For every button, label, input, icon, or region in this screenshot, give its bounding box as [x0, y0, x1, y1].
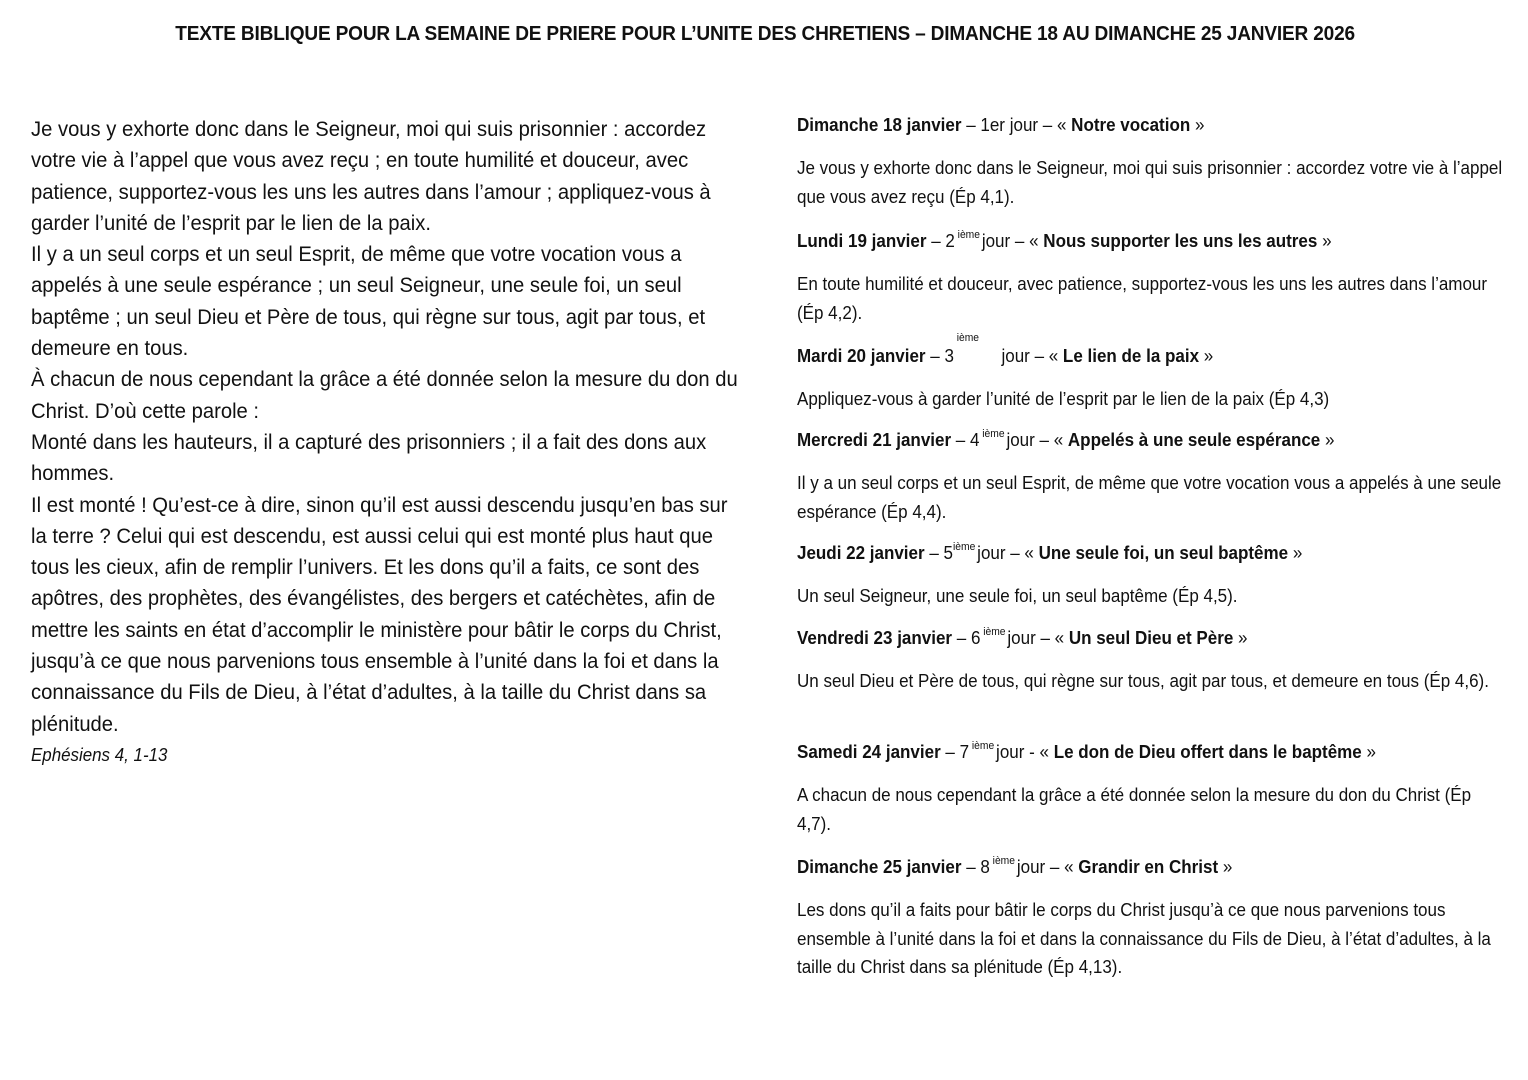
day-verse: Un seul Dieu et Père de tous, qui règne sur tous, agit par tous, et demeure en tous (Ép 4,6).: [797, 671, 1489, 691]
day-date: Vendredi 23 janvier: [797, 628, 953, 648]
day-verse: A chacun de nous cependant la grâce a été donnée selon la mesure du don du Christ (Ép 4,7).: [797, 785, 1472, 834]
day-word: jour: [1006, 430, 1040, 450]
day-theme: Nous supporter les uns les autres: [1043, 231, 1318, 251]
ordinal-suffix: ième: [952, 541, 976, 553]
day-entry: [797, 740, 1508, 838]
day-entry: [797, 332, 1508, 414]
day-heading: [797, 740, 1508, 764]
day-theme: Appelés à une seule espérance: [1067, 430, 1321, 450]
separator: – «: [1010, 543, 1039, 563]
day-number: 3: [944, 346, 954, 366]
day-theme: Grandir en Christ: [1078, 857, 1219, 877]
day-number: 4: [970, 430, 980, 450]
separator: –: [925, 346, 945, 366]
document-title: TEXTE BIBLIQUE POUR LA SEMAINE DE PRIERE POUR L’UNITE DES CHRETIENS – DIMANCHE 18 AU DIMANCHE 25 JANVIER 2026: [175, 22, 1355, 45]
day-heading: [797, 229, 1508, 253]
ordinal-suffix: ième: [971, 740, 995, 752]
day-word: jour: [1001, 346, 1035, 366]
day-number: 8: [980, 857, 990, 877]
day-entry: [797, 541, 1508, 611]
separator: – «: [1040, 628, 1069, 648]
ordinal-suffix: ième: [982, 428, 1005, 440]
day-theme: Le lien de la paix: [1062, 346, 1200, 366]
separator: –: [961, 857, 981, 877]
quote-close: »: [1233, 628, 1248, 648]
day-number: 6: [970, 628, 981, 648]
separator: –: [940, 742, 960, 762]
separator: – «: [1042, 115, 1072, 135]
quote-close: »: [1320, 430, 1335, 450]
day-number: 7: [959, 742, 970, 762]
day-date: Dimanche 25 janvier: [797, 857, 962, 877]
day-date: Samedi 24 janvier: [797, 742, 941, 762]
ordinal-suffix: ième: [983, 626, 1006, 638]
separator: –: [952, 628, 971, 648]
day-theme: Le don de Dieu offert dans le baptême: [1053, 742, 1362, 762]
passage-paragraph: Il est monté ! Qu’est-ce à dire, sinon qu’il est aussi descendu jusqu’en bas sur la terre ? Celui qui est descendu, est aussi celui qui est monté plus haut que tous les cieux, afin de remplir l’univers. Et les dons qu’il a faits, ce sont des apôtres, des prophètes, des évangélistes, des bergers et catéchètes, afin de mettre les saints en état d’accomplir le ministère pour bâtir le corps du Christ, jusqu’à ce que nous parvenions tous ensemble à l’unité dans la foi et dans la connaissance du Fils de Dieu, à l’état d’adultes, à la taille du Christ dans sa plénitude.: [31, 492, 728, 736]
separator: –: [951, 430, 971, 450]
day-word: jour: [977, 543, 1011, 563]
passage-reference: Ephésiens 4, 1-13: [31, 744, 168, 765]
quote-close: »: [1317, 231, 1332, 251]
day-verse: Je vous y exhorte donc dans le Seigneur, moi qui suis prisonnier : accordez votre vie à l’appel que vous avez reçu (Ép 4,1).: [797, 158, 1503, 207]
separator: –: [961, 115, 981, 135]
day-entry: [797, 229, 1508, 327]
day-heading: [797, 855, 1508, 879]
day-date: Jeudi 22 janvier: [797, 543, 925, 563]
passage-paragraph: Il y a un seul corps et un seul Esprit, de même que votre vocation vous a appelés à une seule espérance ; un seul Seigneur, une seule foi, un seul baptême ; un seul Dieu et Père de tous, qui règne sur tous, agit par tous, et demeure en tous.: [31, 242, 706, 361]
passage-paragraph: Je vous y exhorte donc dans le Seigneur, moi qui suis prisonnier : accordez votre vie à l’appel que vous avez reçu ; en toute humilité et douceur, avec patience, supportez-vous les uns les autres dans l’amour ; appliquez-vous à garder l’unité de l’esprit par le lien de la paix.: [31, 117, 711, 235]
quote-close: »: [1199, 346, 1214, 366]
day-word: jour: [996, 742, 1030, 762]
day-verse: Les dons qu’il a faits pour bâtir le corps du Christ jusqu’à ce que nous parvenions tous ensemble à l’unité dans la foi et dans la connaissance du Fils de Dieu, à l’état d’adultes, à la taille du Christ dans sa plénitude (Ép 4,13).: [797, 900, 1491, 978]
separator: – «: [1034, 346, 1063, 366]
ordinal-suffix: ième: [992, 855, 1015, 867]
separator: – «: [1049, 857, 1079, 877]
day-heading: [797, 626, 1508, 650]
day-entry: [797, 626, 1508, 696]
bible-passage: [31, 114, 745, 770]
day-heading: [797, 113, 1508, 137]
day-entry: [797, 855, 1508, 982]
day-word: jour: [1016, 857, 1050, 877]
day-entry: [797, 428, 1508, 526]
day-verse: Il y a un seul corps et un seul Esprit, de même que votre vocation vous a appelés à une seule espérance (Ép 4,4).: [797, 473, 1502, 522]
day-theme: Une seule foi, un seul baptême: [1038, 543, 1289, 563]
quote-close: »: [1218, 857, 1233, 877]
passage-paragraph: À chacun de nous cependant la grâce a été donnée selon la mesure du don du Christ. D’où cette parole :: [31, 367, 738, 423]
separator: – «: [1014, 231, 1044, 251]
quote-close: »: [1288, 543, 1303, 563]
day-date: Dimanche 18 janvier: [797, 115, 962, 135]
day-heading: [797, 332, 1508, 368]
day-theme: Un seul Dieu et Père: [1068, 628, 1234, 648]
passage-paragraph: Monté dans les hauteurs, il a capturé des prisonniers ; il a fait des dons aux hommes.: [31, 429, 707, 486]
day-word: jour: [1007, 628, 1041, 648]
day-number: 1er: [980, 115, 1005, 135]
ordinal-suffix: ième: [956, 332, 980, 344]
day-number: 2: [945, 231, 955, 251]
day-entry: [797, 113, 1508, 211]
separator: –: [924, 543, 944, 563]
quote-close: »: [1361, 742, 1376, 762]
day-verse: Appliquez-vous à garder l’unité de l’esprit par le lien de la paix (Ép 4,3): [797, 389, 1330, 409]
separator: –: [926, 231, 946, 251]
day-heading: [797, 541, 1508, 565]
day-date: Mardi 20 janvier: [797, 346, 926, 366]
day-theme: Notre vocation: [1071, 115, 1191, 135]
day-word: jour: [1004, 115, 1043, 135]
day-date: Mercredi 21 janvier: [797, 430, 952, 450]
day-number: 5: [943, 543, 953, 563]
day-word: jour: [981, 231, 1015, 251]
day-date: Lundi 19 janvier: [797, 231, 927, 251]
day-heading: [797, 428, 1508, 452]
ordinal-suffix: ième: [957, 229, 980, 241]
separator: – «: [1039, 430, 1068, 450]
day-verse: En toute humilité et douceur, avec patience, supportez-vous les uns les autres dans l’amour (Ép 4,2).: [797, 274, 1488, 323]
day-verse: Un seul Seigneur, une seule foi, un seul baptême (Ép 4,5).: [797, 586, 1238, 606]
separator: - «: [1029, 742, 1054, 762]
quote-close: »: [1190, 115, 1205, 135]
